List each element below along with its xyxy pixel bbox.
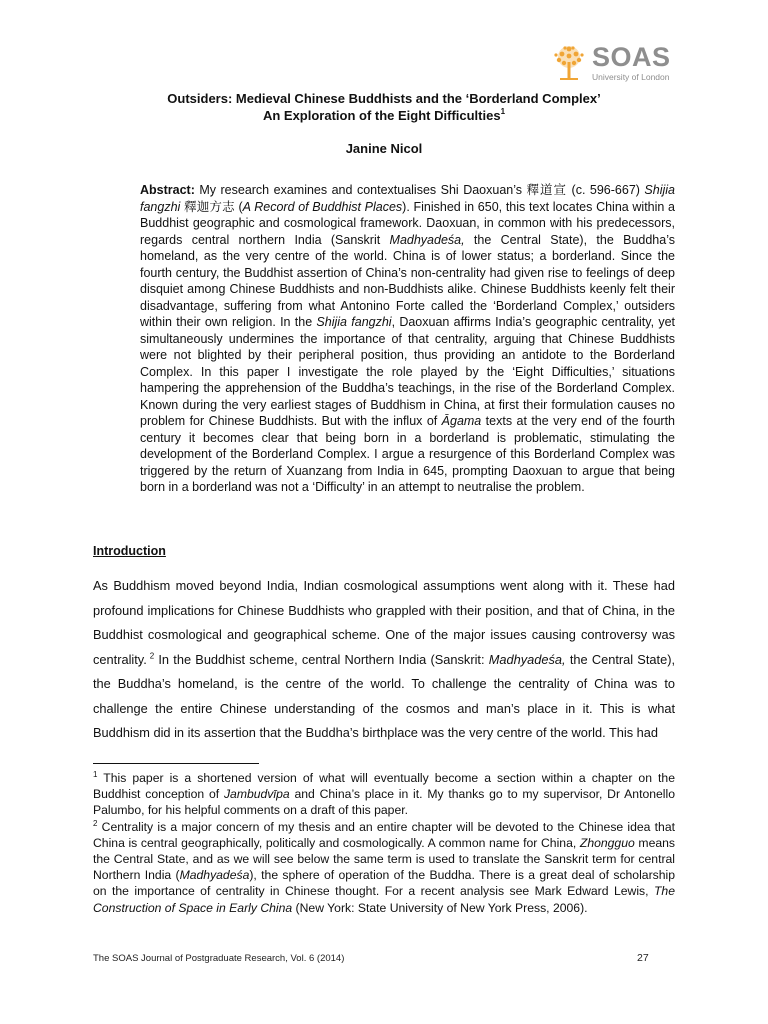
paper-title-text: An Exploration of the Eight Difficulties — [262, 108, 501, 123]
footnote-1 — [93, 770, 675, 819]
abstract-title-romanized: Shijia fangzhi — [140, 183, 675, 214]
footnote-number: 1 — [93, 769, 98, 779]
abstract-text: 釋迦方志 ( — [180, 199, 243, 214]
footnote-text: (New York: State University of New York Press, 2006). — [292, 900, 588, 915]
footnote-text: means the Central State, and as we will see below the same term is used to translate the Sanskrit term for central Northern India ( — [93, 835, 675, 883]
footnote-text: Centrality is a major concern of my thesis and an entire chapter will be devoted to the Chinese idea that China is central geographically, politically and cosmologically. A common name for China, — [93, 819, 675, 850]
footnote-book-title: The Construction of Space in Early China — [93, 884, 675, 915]
footnote-term: Jambudvīpa — [223, 787, 290, 802]
logo-subtitle: University of London — [592, 72, 670, 82]
introduction-paragraph — [93, 574, 675, 746]
body-term: Madhyadeśa, — [488, 651, 566, 667]
footnote-ref-2[interactable]: 2 — [146, 651, 155, 661]
body-text: As Buddhism moved beyond India, Indian cosmological assumptions went along with it. These had profound implications for Chinese Buddhists who grappled with their position, and that of China, in the Buddhist cosmological and geographical scheme. One of the major issues causing controversy was centrality. — [93, 578, 675, 667]
abstract-title-english: A Record of Buddhist Places — [242, 199, 403, 214]
footnotes — [93, 770, 675, 916]
footnote-text: ), the sphere of operation of the Buddha. There is a great deal of scholarship on the importance of centrality in Chinese thought. For a recent analysis see Mark Edward Lewis, — [93, 868, 675, 899]
soas-logo — [548, 44, 678, 84]
footnote-separator — [93, 763, 259, 764]
abstract-text: the Central State), the Buddha’s homeland, as the very centre of the world. China is of lower status; a borderland. Since the fourth century, the Buddhist assertion of China’s non-centrality had given rise to feelings of deep disquiet among Chinese Buddhists and non-Buddhists alike. Chinese Buddhists keenly felt their disadvantage, suffering from what Antonino Forte called the ‘Borderland Complex,’ outsiders within their own religion. In the — [140, 232, 676, 329]
abstract-label: Abstract: — [140, 183, 195, 197]
abstract-term: Shijia fangzhi — [316, 315, 392, 329]
footnote-number: 2 — [93, 818, 98, 828]
footnote-2 — [93, 819, 675, 916]
footnote-term: Madhyadeśa — [179, 868, 250, 883]
abstract-text: ). Finished in 650, this text locates China within a Buddhist geographic and cosmological framework. Daoxuan, in common with his predecessors, regards central northern India (Sanskrit — [140, 199, 675, 247]
footnote-text: and China’s place in it. My thanks go to my supervisor, Dr Antonello Palumbo, for his helpful comments on a draft of this paper. — [93, 787, 675, 818]
paper-title-line-2 — [100, 107, 668, 124]
abstract — [140, 182, 675, 496]
logo-name: SOAS — [592, 42, 671, 72]
tree-icon — [548, 44, 590, 84]
body-text: the Central State), the Buddha’s homeland, is the centre of the world. To challenge the centrality of China was to challenge the entire Chinese understanding of the cosmos and man’s place in it. This is what Buddhism did in its assertion that the Buddha’s birthplace was the very centre of the world. This had — [93, 651, 676, 740]
section-heading-introduction: Introduction — [93, 544, 166, 558]
abstract-term: Madhyadeśa, — [389, 232, 465, 247]
abstract-text: , Daoxuan affirms India’s geographic centrality, yet simultaneously undermines the importance of that centrality, arguing that Chinese Buddhists were not blighted by their peripheral position, thus providing an antidote to the Borderland Complex. In this paper I investigate the role played by the ‘Eight Difficulties,’ situations hampering the apprehension of the Buddha’s teachings, in the rise of the Borderland Complex. Known during the very earliest stages of Buddhism in China, at first their formulation causes no problem for Chinese Buddhists. But with the influx of — [140, 315, 675, 428]
abstract-text: texts at the very end of the fourth century it becomes clear that being born in a borderland is problematic, stimulating the development of the Borderland Complex. I argue a resurgence of this Borderland Complex was triggered by the return of Xuanzang from India in 645, prompting Daoxuan to argue that being born in a borderland was not a ‘Difficulty’ in an attempt to neutralise the problem. — [140, 414, 675, 494]
abstract-term: Āgama — [441, 414, 482, 428]
body-text: In the Buddhist scheme, central Northern India (Sanskrit: — [154, 651, 489, 667]
journal-citation: The SOAS Journal of Postgraduate Research, Vol. 6 (2014) — [93, 953, 345, 964]
author-name: Janine Nicol — [345, 141, 423, 156]
footnote-text: This paper is a shortened version of what will eventually become a section within a chapter on the Buddhist conception of — [93, 771, 675, 802]
footnote-ref-1[interactable]: 1 — [500, 107, 506, 116]
page-number: 27 — [637, 952, 649, 964]
footnote-term: Zhongguo — [579, 835, 635, 850]
paper-title-line-1: Outsiders: Medieval Chinese Buddhists and the ‘Borderland Complex’ — [167, 91, 601, 106]
abstract-text: My research examines and contextualises Shi Daoxuan’s 釋道宣 (c. 596-667) — [194, 183, 645, 197]
